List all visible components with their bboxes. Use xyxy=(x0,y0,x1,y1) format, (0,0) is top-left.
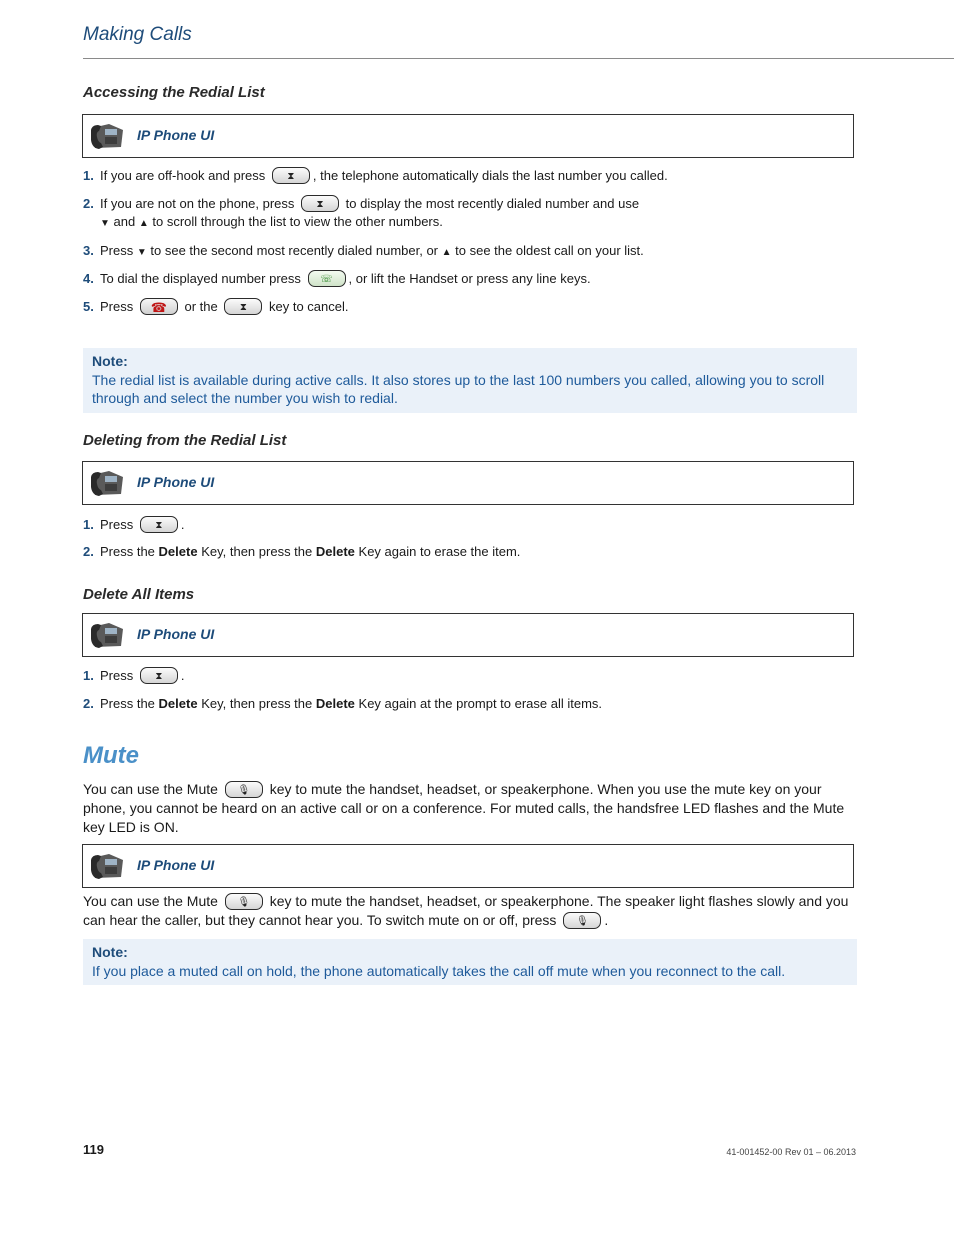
redial-steps xyxy=(83,167,853,316)
note-title: Note: xyxy=(92,944,128,960)
list-item: 1. Press ⧗ . xyxy=(83,668,185,683)
note-title: Note: xyxy=(92,353,128,369)
list-item: 4. To dial the displayed number press ☏ , or lift the Handset or press any line keys. xyxy=(83,271,591,287)
list-item: 2. Press the Delete Key, then press the Delete Key again at the prompt to erase all items. xyxy=(83,696,603,712)
redial-key-icon[interactable]: ⧗ xyxy=(224,298,262,315)
list-item: 1. Press ⧗ . xyxy=(83,517,185,532)
ip-phone-ui-label: IP Phone UI xyxy=(137,127,215,143)
mute-key-icon[interactable]: 🎙 xyxy=(563,912,601,929)
list-item: 2. Press the Delete Key, then press the Delete Key again to erase the item. xyxy=(83,544,521,560)
redial-key-icon[interactable]: ⧗ xyxy=(301,195,339,212)
down-arrow-icon: ▼ xyxy=(136,247,147,259)
ip-phone-ui-label: IP Phone UI xyxy=(137,857,215,873)
section-heading-redial: Accessing the Redial List xyxy=(83,84,265,101)
desk-phone-icon xyxy=(89,469,125,497)
ip-phone-ui-label: IP Phone UI xyxy=(137,626,215,642)
header-divider xyxy=(83,58,954,59)
ip-phone-ui-banner xyxy=(82,461,854,505)
mute-intro-paragraph: You can use the Mute 🎙 key to mute the handset, headset, or speakerphone. When you use the mute key on your phone, you cannot be heard on an active call or on a conference. For muted calls, the handsfree LED flashes and the Mute key LED is ON. xyxy=(83,781,845,835)
redial-key-icon[interactable]: ⧗ xyxy=(140,667,178,684)
section-heading-delete-all: Delete All Items xyxy=(83,586,195,603)
ip-phone-ui-banner xyxy=(82,844,854,888)
section-heading-delete: Deleting from the Redial List xyxy=(83,432,287,449)
note-text: The redial list is available during active calls. It also stores up to the last 100 numbers you called, allowing you to scroll through and select the number you wish to redial. xyxy=(92,372,825,406)
delete-all-steps xyxy=(83,667,853,712)
up-arrow-icon: ▲ xyxy=(138,218,149,230)
document-id: 41-001452-00 Rev 01 – 06.2013 xyxy=(726,1147,856,1157)
dial-key-icon[interactable]: ☏ xyxy=(308,270,346,287)
note-text: If you place a muted call on hold, the phone automatically takes the call off mute when you reconnect to the call. xyxy=(92,963,786,979)
goodbye-key-icon[interactable]: ☎ xyxy=(140,298,178,315)
ip-phone-ui-label: IP Phone UI xyxy=(137,474,215,490)
up-arrow-icon: ▲ xyxy=(441,247,452,259)
desk-phone-icon xyxy=(89,852,125,880)
ip-phone-ui-banner xyxy=(82,613,854,657)
list-item: 1. If you are off-hook and press ⧗ , the telephone automatically dials the last number you called. xyxy=(83,168,668,183)
down-arrow-icon: ▼ xyxy=(100,218,110,230)
delete-steps xyxy=(83,516,853,560)
chapter-title: Making Calls xyxy=(83,24,192,45)
ip-phone-ui-banner xyxy=(82,114,854,158)
page-number: 119 xyxy=(83,1142,104,1157)
desk-phone-icon xyxy=(89,621,125,649)
redial-key-icon[interactable]: ⧗ xyxy=(272,167,310,184)
mute-key-icon[interactable]: 🎙 xyxy=(225,781,263,798)
note-box xyxy=(83,348,857,413)
list-item: 2. If you are not on the phone, press ⧗ to display the most recently dialed number and use ▼ and ▲ to scroll through the list to view the other numbers. xyxy=(83,196,640,230)
note-box xyxy=(83,939,857,985)
mute-ui-paragraph: You can use the Mute 🎙 key to mute the handset, headset, or speakerphone. The speaker light flashes slowly and you can hear the caller, but they cannot hear you. To switch mute on or off, press 🎙 . xyxy=(83,893,849,928)
desk-phone-icon xyxy=(89,122,125,150)
mute-key-icon[interactable]: 🎙 xyxy=(225,893,263,910)
list-item: 3. Press ▼ to see the second most recently dialed number, or ▲ to see the oldest call on your list. xyxy=(83,243,644,259)
redial-key-icon[interactable]: ⧗ xyxy=(140,516,178,533)
list-item: 5. Press ☎ or the ⧗ key to cancel. xyxy=(83,299,349,316)
section-title-mute: Mute xyxy=(83,742,139,769)
